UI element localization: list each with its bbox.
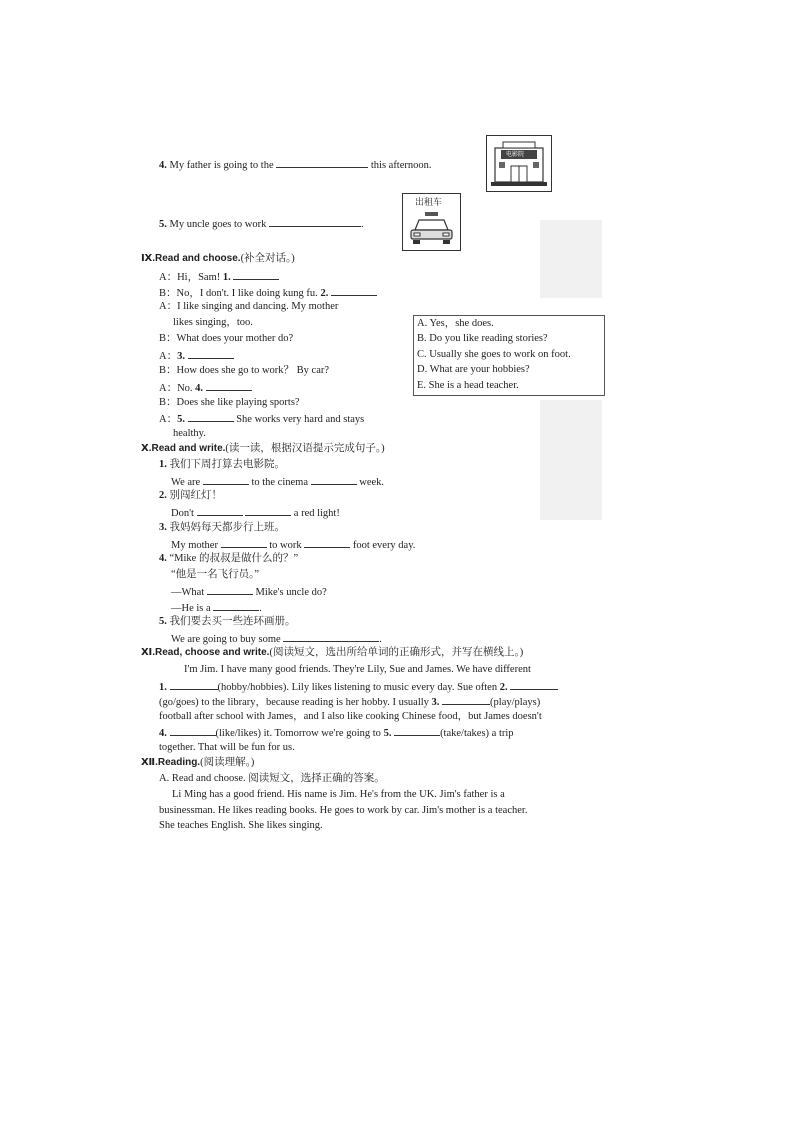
taxi-sign-text: 出租车 <box>415 198 443 208</box>
dialog-text: A： <box>159 351 178 362</box>
sec10-q3-blank-2[interactable] <box>304 537 350 548</box>
sec10-q3-number: 3. <box>159 522 167 533</box>
sec10-q1-en <box>171 474 384 490</box>
dialog-text: A：I like singing and dancing. My mother <box>159 301 339 312</box>
sec11-roman: Ⅺ. <box>141 647 155 658</box>
sentence-text: Mike's uncle do? <box>255 587 327 598</box>
dialog-number: 2. <box>320 288 329 299</box>
sec10-q5-cn <box>159 615 296 629</box>
sec11-title: Read, choose and write. <box>154 647 270 658</box>
dialog-line <box>159 380 252 396</box>
passage-number: 2. <box>499 682 508 693</box>
dialog-blank-2[interactable] <box>331 285 377 296</box>
sentence-text: week. <box>359 477 385 488</box>
sec12-note: (阅读理解。) <box>200 757 255 768</box>
dialog-text: B：No，I don't. I like doing kung fu. <box>159 288 321 299</box>
q5-text-b: . <box>360 219 364 230</box>
passage-blank-1[interactable] <box>170 679 218 690</box>
sec11-heading <box>141 646 523 660</box>
dialog-number: 4. <box>195 383 204 394</box>
dialog-text: healthy. <box>173 428 206 439</box>
sec10-q3-blank-1[interactable] <box>221 537 267 548</box>
dialog-number: 3. <box>177 351 185 362</box>
sentence-text: Don't <box>171 508 194 519</box>
bleed-through-shadow <box>540 220 602 298</box>
sentence-text: . <box>259 603 262 614</box>
passage-text: together. That will be fun for us. <box>159 742 295 753</box>
q4-blank[interactable] <box>276 157 368 168</box>
option-a: A. Yes，she does. <box>417 318 494 329</box>
option-d: D. What are your hobbies? <box>417 364 530 375</box>
sec10-q4-chinese-1: “Mike 的叔叔是做什么的？” <box>169 553 299 564</box>
sec10-q2-blank-1[interactable] <box>197 505 243 516</box>
sentence-text: a red light! <box>293 508 340 519</box>
dialog-text: A： <box>159 414 178 425</box>
q4-line <box>159 157 432 173</box>
sec12-roman: Ⅻ. <box>141 757 158 768</box>
sec10-q2-chinese: 别闯红灯！ <box>169 490 222 501</box>
sec10-q2-en <box>171 505 340 521</box>
passage-blank-4[interactable] <box>170 725 216 736</box>
sec10-note: (读一读，根据汉语提示完成句子。) <box>225 443 385 454</box>
sec10-q1-number: 1. <box>159 459 167 470</box>
dialog-blank-4[interactable] <box>206 380 252 391</box>
sentence-text: to the cinema <box>251 477 308 488</box>
sec10-q4-cn <box>159 552 298 566</box>
passage-text: (hobby/hobbies). Lily likes listening to music every day. Sue often <box>217 682 498 693</box>
sec12-subheading: A. Read and choose. 阅读短文，选择正确的答案。 <box>159 773 385 784</box>
passage-line <box>159 741 295 755</box>
dialog-line <box>159 396 300 410</box>
passage-line <box>159 725 514 741</box>
taxi-image <box>402 193 461 251</box>
dialog-blank-1[interactable] <box>233 269 279 280</box>
cinema-building-icon <box>487 136 551 191</box>
sentence-text: We are going to buy some <box>171 634 281 645</box>
passage-text: football after school with James，and I also like cooking Chinese food，but James doesn't <box>159 711 542 722</box>
passage-line <box>159 679 558 695</box>
sec10-q1-blank-2[interactable] <box>311 474 357 485</box>
passage-number: 4. <box>159 728 167 739</box>
q5-blank[interactable] <box>269 216 361 227</box>
sec10-q1-cn <box>159 458 285 472</box>
sec10-q4-chinese-2: “他是一名飞行员。” <box>171 569 260 580</box>
sec10-q2-number: 2. <box>159 490 167 501</box>
q4-text-b: this afternoon. <box>370 160 432 171</box>
sec9-roman: Ⅸ. <box>141 253 155 264</box>
sec10-q4-cn2 <box>171 568 259 582</box>
passage-text: I'm Jim. I have many good friends. They're Lily, Sue and James. We have different <box>184 664 531 675</box>
dialog-line <box>159 348 234 364</box>
options-box <box>413 315 605 396</box>
dialog-number: 5. <box>177 414 185 425</box>
dialog-blank-5[interactable] <box>188 411 234 422</box>
sec9-heading <box>141 252 295 266</box>
q4-text-a: My father is going to the <box>169 160 274 171</box>
sec10-q3-en <box>171 537 415 553</box>
cinema-sign-text: 电影院 <box>506 151 525 158</box>
passage-blank-5[interactable] <box>394 725 440 736</box>
taxi-car-icon <box>403 194 460 250</box>
q4-number: 4. <box>159 160 167 171</box>
q5-line <box>159 216 364 232</box>
passage-line <box>159 694 540 710</box>
sec10-q4-blank-2[interactable] <box>213 600 259 611</box>
sentence-text: —What <box>171 587 205 598</box>
sec10-q2-blank-2[interactable] <box>245 505 291 516</box>
dialog-line <box>173 427 206 441</box>
sec9-title: Read and choose. <box>154 253 241 264</box>
sec10-q4-number: 4. <box>159 553 167 564</box>
dialog-text: B：How does she go to work？ By car? <box>159 365 330 376</box>
dialog-line <box>159 300 338 314</box>
sentence-text: My mother <box>171 540 218 551</box>
passage-number: 5. <box>383 728 392 739</box>
sec12-heading <box>141 756 254 770</box>
passage-number: 3. <box>431 697 440 708</box>
sec10-q5-number: 5. <box>159 616 167 627</box>
sentence-text: We are <box>171 477 201 488</box>
dialog-text: likes singing，too. <box>173 317 253 328</box>
dialog-number: 1. <box>222 272 231 283</box>
sec10-q5-en <box>171 631 382 647</box>
dialog-line <box>159 269 279 285</box>
dialog-text: A：Hi，Sam! <box>159 272 223 283</box>
sec10-q1-chinese: 我们下周打算去电影院。 <box>169 459 285 470</box>
sec10-q1-blank-1[interactable] <box>203 474 249 485</box>
dialog-text: B：What does your mother do? <box>159 333 294 344</box>
sec10-q5-blank[interactable] <box>283 631 379 642</box>
q5-number: 5. <box>159 219 167 230</box>
sec10-heading <box>141 442 385 456</box>
sentence-text: . <box>379 634 382 645</box>
dialog-line <box>159 332 293 346</box>
passage-text: (take/takes) a trip <box>440 728 514 739</box>
option-e: E. She is a head teacher. <box>417 380 519 391</box>
sec10-q5-chinese: 我们要去买一些连环画册。 <box>169 616 296 627</box>
passage-blank-2[interactable] <box>510 679 558 690</box>
sec12-title: Reading. <box>157 757 201 768</box>
sec11-note: (阅读短文，选出所给单词的正确形式，并写在横线上。) <box>269 647 524 658</box>
sentence-text: foot every day. <box>352 540 416 551</box>
dialog-line <box>159 364 329 378</box>
dialog-text: B：Does she like playing sports? <box>159 397 300 408</box>
sec10-q4-en1 <box>171 584 327 600</box>
bleed-through-shadow <box>540 400 602 520</box>
reading-line: Li Ming has a good friend. His name is Jim. He's from the UK. Jim's father is a <box>172 789 505 800</box>
dialog-line <box>173 316 253 330</box>
sentence-text: to work <box>269 540 302 551</box>
dialog-text: She works very hard and stays <box>233 414 365 425</box>
passage-text: (go/goes) to the library，because reading is her hobby. I usually <box>159 697 429 708</box>
sentence-text: —He is a <box>171 603 211 614</box>
sec10-roman: Ⅹ. <box>141 443 152 454</box>
sec10-q4-blank-1[interactable] <box>207 584 253 595</box>
passage-number: 1. <box>159 682 167 693</box>
option-b: B. Do you like reading stories? <box>417 333 548 344</box>
sec10-q2-cn <box>159 489 222 503</box>
sec10-q3-chinese: 我妈妈每天都步行上班。 <box>169 522 285 533</box>
dialog-text: A：No. <box>159 383 196 394</box>
sec10-q4-en2 <box>171 600 262 616</box>
q5-text-a: My uncle goes to work <box>169 219 267 230</box>
dialog-blank-3[interactable] <box>188 348 234 359</box>
sec9-note: (补全对话。) <box>240 253 295 264</box>
passage-line <box>184 663 531 677</box>
reading-line: businessman. He likes reading books. He goes to work by car. Jim's mother is a teacher. <box>159 805 528 816</box>
sec10-title: Read and write. <box>151 443 226 454</box>
dialog-line <box>159 411 364 427</box>
dialog-line <box>159 285 377 301</box>
passage-line <box>159 710 542 724</box>
cinema-image <box>486 135 552 192</box>
sec10-q3-cn <box>159 521 285 535</box>
passage-blank-3[interactable] <box>442 694 490 705</box>
passage-text: (play/plays) <box>490 697 541 708</box>
reading-line: She teaches English. She likes singing. <box>159 820 323 831</box>
option-c: C. Usually she goes to work on foot. <box>417 349 571 360</box>
passage-text: (like/likes) it. Tomorrow we're going to <box>215 728 381 739</box>
